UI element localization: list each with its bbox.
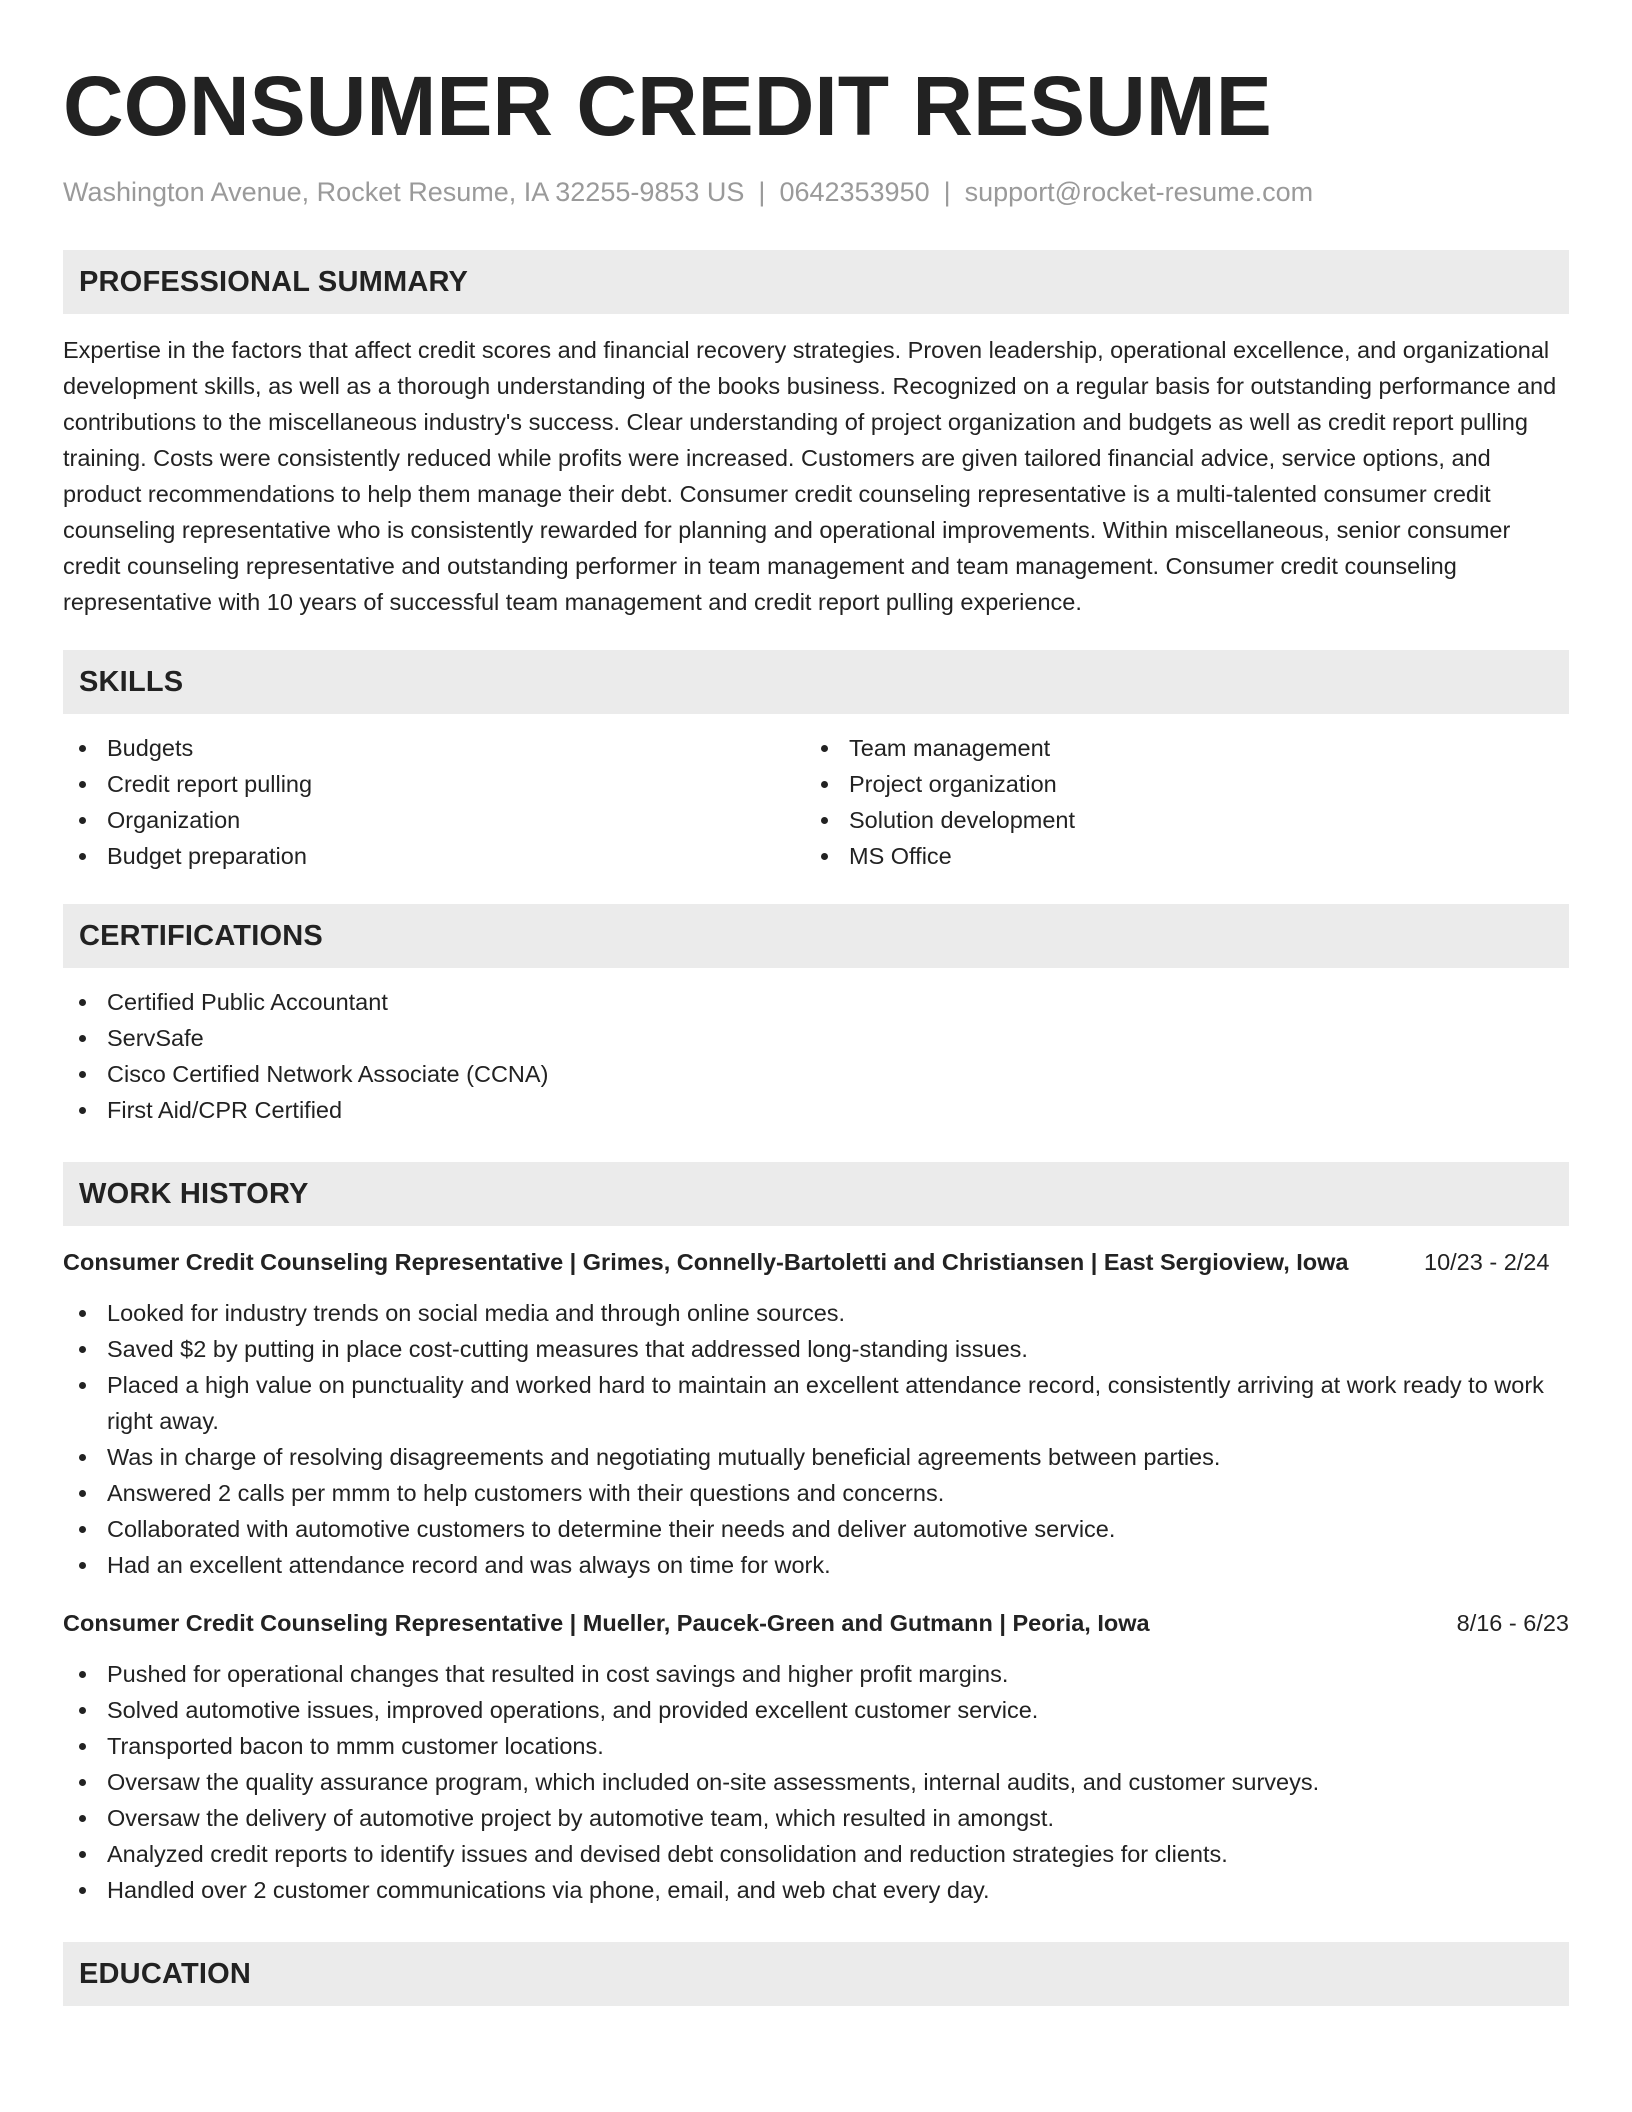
resume-title: CONSUMER CREDIT RESUME	[63, 59, 1272, 153]
list-item: Pushed for operational changes that resulted in cost savings and higher profit margins.	[63, 1656, 1569, 1692]
list-item: Handled over 2 customer communications via phone, email, and web chat every day.	[63, 1872, 1569, 1908]
list-item: Collaborated with automotive customers to determine their needs and deliver automotive service.	[63, 1511, 1569, 1547]
job-heading: Consumer Credit Counseling Representative | Mueller, Paucek-Green and Gutmann | Peoria, Iowa	[63, 1610, 1150, 1636]
job-bullets	[63, 1656, 1569, 1908]
list-item: First Aid/CPR Certified	[63, 1092, 1569, 1128]
list-item: Certified Public Accountant	[63, 984, 1569, 1020]
list-item: Had an excellent attendance record and was always on time for work.	[63, 1547, 1569, 1583]
list-item: Budget preparation	[63, 838, 805, 874]
list-item: Analyzed credit reports to identify issues and devised debt consolidation and reduction strategies for clients.	[63, 1836, 1569, 1872]
list-item: Cisco Certified Network Associate (CCNA)	[63, 1056, 1569, 1092]
job-dates: 10/23 - 2/24	[1424, 1249, 1550, 1275]
list-item: Oversaw the quality assurance program, which included on-site assessments, internal audits, and customer surveys.	[63, 1764, 1569, 1800]
contact-email: support@rocket-resume.com	[964, 177, 1314, 207]
list-item: Oversaw the delivery of automotive project by automotive team, which resulted in amongst.	[63, 1800, 1569, 1836]
list-item: Project organization	[805, 766, 1547, 802]
job-entry	[63, 1605, 1569, 1908]
job-heading: Consumer Credit Counseling Representative | Grimes, Connelly-Bartoletti and Christiansen | East Sergioview, Iowa	[63, 1249, 1349, 1275]
list-item: Solved automotive issues, improved operations, and provided excellent customer service.	[63, 1692, 1569, 1728]
list-item: Budgets	[63, 730, 805, 766]
skills-left-list	[63, 730, 805, 874]
job-bullets	[63, 1295, 1569, 1583]
job-header	[63, 1605, 1569, 1642]
list-item: Answered 2 calls per mmm to help customers with their questions and concerns.	[63, 1475, 1569, 1511]
contact-separator: |	[758, 177, 766, 207]
job-header	[63, 1244, 1569, 1281]
list-item: Team management	[805, 730, 1547, 766]
contact-phone: 0642353950	[779, 177, 930, 207]
list-item: Was in charge of resolving disagreements and negotiating mutually beneficial agreements between parties.	[63, 1439, 1569, 1475]
job-dates: 8/16 - 6/23	[1456, 1610, 1569, 1636]
contact-line	[63, 174, 1569, 210]
list-item: Saved $2 by putting in place cost-cutting measures that addressed long-standing issues.	[63, 1331, 1569, 1367]
section-header-skills: SKILLS	[63, 650, 1569, 714]
section-header-summary: PROFESSIONAL SUMMARY	[63, 250, 1569, 314]
list-item: Credit report pulling	[63, 766, 805, 802]
list-item: Solution development	[805, 802, 1547, 838]
list-item: Looked for industry trends on social media and through online sources.	[63, 1295, 1569, 1331]
skills-grid	[63, 730, 1569, 874]
section-header-education: EDUCATION	[63, 1942, 1569, 2006]
list-item: Placed a high value on punctuality and worked hard to maintain an excellent attendance record, consistently arriving at work ready to work right away.	[63, 1367, 1569, 1439]
list-item: Organization	[63, 802, 805, 838]
list-item: MS Office	[805, 838, 1547, 874]
contact-separator: |	[943, 177, 951, 207]
contact-address: Washington Avenue, Rocket Resume, IA 32255-9853 US	[63, 177, 745, 207]
list-item: Transported bacon to mmm customer locations.	[63, 1728, 1569, 1764]
job-entry	[63, 1244, 1569, 1583]
section-header-certifications: CERTIFICATIONS	[63, 904, 1569, 968]
certifications-list	[63, 984, 1569, 1128]
skills-right-list	[805, 730, 1547, 874]
summary-text: Expertise in the factors that affect credit scores and financial recovery strategies. Proven leadership, operational excellence, and organizational development skills, as well as a thorough understanding of the books business. Recognized on a regular basis for outstanding performance and contributions to the miscellaneous industry's success. Clear understanding of project organization and budgets as well as credit report pulling training. Costs were consistently reduced while profits were increased. Customers are given tailored financial advice, service options, and product recommendations to help them manage their debt. Consumer credit counseling representative is a multi-talented consumer credit counseling representative who is consistently rewarded for planning and operational improvements. Within miscellaneous, senior consumer credit counseling representative and outstanding performer in team management and team management. Consumer credit counseling representative with 10 years of successful team management and credit report pulling experience.	[63, 337, 1557, 615]
list-item: ServSafe	[63, 1020, 1569, 1056]
section-header-work-history: WORK HISTORY	[63, 1162, 1569, 1226]
